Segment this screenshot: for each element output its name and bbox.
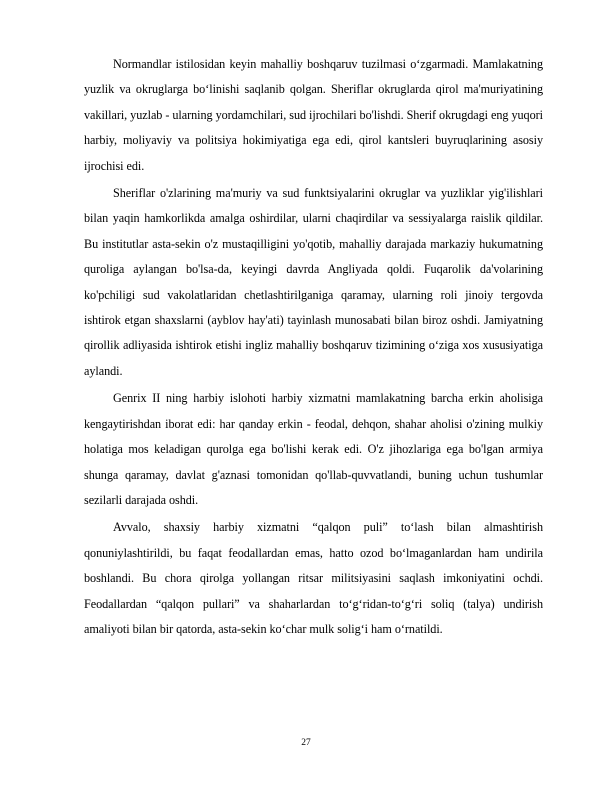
- paragraph-2: Sheriflar o'zlarining ma'muriy va sud funktsiyalarini okruglar va yuzliklar yig'ilishlari bilan yaqin hamkorlikda amalga oshirdilar, ularni chaqirdilar va sessiyalarga raislik qildilar. Bu institutlar asta-sekin o'z mustaqilligini yo'qotib, mahalliy darajada markaziy hukumatning quroliga aylangan bo'lsa-da, keyingi davrda Angliyada qoldi. Fuqarolik da'volarining ko'pchiligi sud vakolatlaridan chetlashtirilganiga qaramay, ularning roli jinoiy tergovda ishtirok etgan shaxslarni (ayblov hay'ati) tayinlash munosabati bilan biroz oshdi. Jamiyatning qirollik adliyasida ishtirok etishi ingliz mahalliy boshqaruv tizimining o‘ziga xos xususiyatiga aylandi.: [84, 186, 543, 378]
- document-body: [84, 52, 543, 644]
- paragraph-4: Avvalo, shaxsiy harbiy xizmatni “qalqon puli” to‘lash bilan almashtirish qonuniylashtirildi, bu faqat feodallardan emas, hatto ozod bo‘lmaganlardan ham undirila boshlandi. Bu chora qirolga yollangan ritsar militsiyasini saqlash imkoniyatini ochdi. Feodallardan “qalqon pullari” va shaharlardan toʻgʻridan-toʻgʻri soliq (talya) undirish amaliyoti bilan bir qatorda, asta-sekin koʻchar mulk soligʻi ham oʻrnatildi.: [84, 520, 543, 636]
- paragraph-1: Normandlar istilosidan keyin mahalliy boshqaruv tuzilmasi oʻzgarmadi. Mamlakatning yuzlik va okruglarga boʻlinishi saqlanib qolgan. Sheriflar okruglarda qirol ma'muriyatining vakillari, yuzlab - ularning yordamchilari, sud ijrochilari bo'lishdi. Sherif okrugdagi eng yuqori harbiy, moliyaviy va politsiya hokimiyatiga ega edi, qirol kantsleri buyruqlarining asosiy ijrochisi edi.: [84, 57, 543, 173]
- paragraph-3: Genrix II ning harbiy islohoti harbiy xizmatni mamlakatning barcha erkin aholisiga kengaytirishdan iborat edi: har qanday erkin - feodal, dehqon, shahar aholisi o'zining mulkiy holatiga mos keladigan qurolga ega bo'lishi kerak edi. O'z jihozlariga ega bo'lgan armiya shunga qaramay, davlat g'aznasi tomonidan qo'llab-quvvatlandi, buning uchun tushumlar sezilarli darajada oshdi.: [84, 391, 543, 507]
- page-number: 27: [301, 738, 311, 748]
